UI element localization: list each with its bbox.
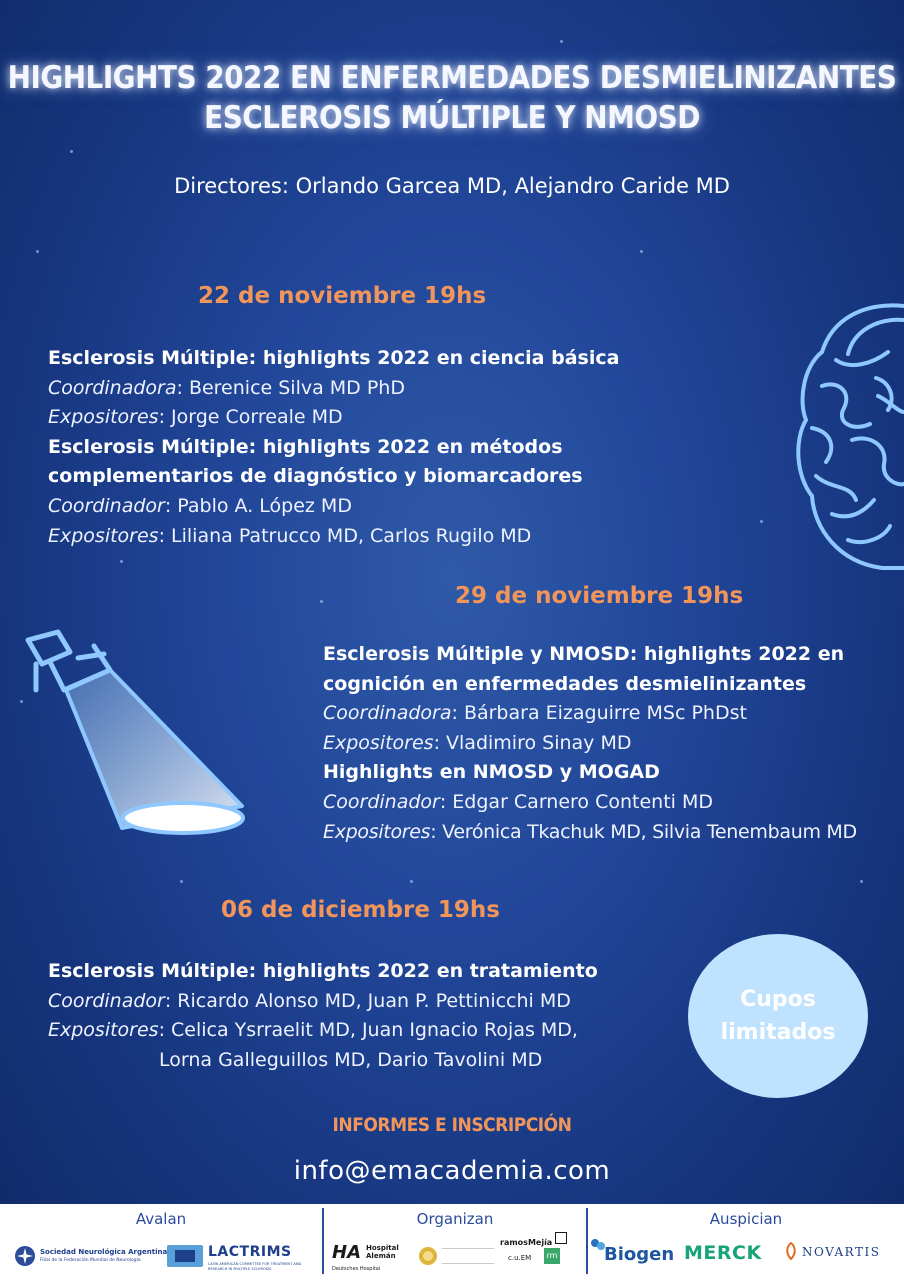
talk-title: Esclerosis Múltiple: highlights 2022 en métodos — [48, 435, 563, 458]
session-2-date: 29 de noviembre 19hs — [455, 583, 744, 609]
talk-title: Esclerosis Múltiple: highlights 2022 en tratamiento — [48, 960, 598, 982]
badge-line-1: Cupos — [740, 987, 816, 1012]
hospital-aleman-logo: HA Hospital Alemán Deutsches Hospital — [332, 1242, 399, 1272]
biogen-logo: Biogen — [590, 1238, 682, 1270]
coordinator-label: Coordinador — [48, 494, 165, 517]
ramos-mejia-logo: ramosMejía c.u.EM rm — [500, 1232, 580, 1276]
novartis-logo: NOVARTIS — [784, 1242, 902, 1266]
coordinator-label: Coordinadora — [323, 702, 452, 725]
talk-title-cont: cognición en enfermedades desmielinizantes — [323, 672, 807, 695]
speakers-label: Expositores — [323, 820, 431, 843]
spotlight-icon — [20, 628, 250, 840]
institution-seal-icon — [418, 1246, 438, 1266]
talk-speakers: Expositores: Verónica Tkachuk MD, Silvia Tenembaum MD — [323, 820, 857, 843]
sna-logo: Sociedad Neurológica Argentina Filial de la Federación Mundial de Neurología — [14, 1242, 164, 1274]
talk-coordinator: Coordinadora: Berenice Silva MD PhD — [48, 376, 405, 399]
rm-square-icon: rm — [544, 1248, 560, 1264]
speakers-label: Expositores — [323, 731, 434, 754]
talk-coordinator: Coordinador: Pablo A. López MD — [48, 494, 352, 517]
institution-text — [442, 1248, 494, 1264]
session-3-date: 06 de diciembre 19hs — [221, 897, 500, 923]
directors-line: Directores: Orlando Garcea MD, Alejandro Caride MD — [174, 174, 730, 198]
organizers-heading: Organizan — [416, 1210, 494, 1228]
session-2-talks — [323, 640, 898, 847]
endorsers-heading: Avalan — [135, 1210, 187, 1228]
event-title — [0, 58, 904, 138]
sponsors-section — [588, 1204, 904, 1280]
speakers-label: Expositores — [48, 406, 159, 429]
lactrims-logo: LACTRIMS LATIN AMERICAN COMMITTEE FOR TREATMENT AND RESEARCH IN MULTIPLE SCLEROSIS — [166, 1242, 316, 1274]
title-line-2: ESCLEROSIS MÚLTIPLE Y NMOSD — [204, 100, 700, 136]
contact-email[interactable]: info@emacademia.com — [293, 1156, 611, 1186]
talk-coordinator: Coordinador: Ricardo Alonso MD, Juan P. Pettinicchi MD — [48, 989, 571, 1012]
limited-seats-badge — [688, 934, 868, 1098]
session-3-talks — [48, 957, 668, 1075]
merck-logo: MERCK — [684, 1242, 762, 1264]
sponsors-footer — [0, 1204, 904, 1280]
talk-speakers: Expositores: Jorge Correale MD — [48, 406, 343, 429]
badge-line-2: limitados — [720, 1020, 836, 1045]
talk-title: Highlights en NMOSD y MOGAD — [323, 761, 660, 784]
coordinator-label: Coordinador — [323, 790, 440, 813]
talk-coordinator: Coordinadora: Bárbara Eizaguirre MSc PhDst — [323, 702, 747, 725]
brain-chip-icon — [166, 1244, 204, 1268]
speakers-label: Expositores — [48, 524, 159, 547]
coordinator-label: Coordinador — [48, 989, 165, 1012]
novartis-flame-icon — [784, 1242, 798, 1260]
sponsors-heading: Auspician — [709, 1210, 783, 1228]
talk-speakers-cont: Lorna Galleguillos MD, Dario Tavolini MD — [159, 1048, 543, 1071]
ramos-box-icon — [555, 1232, 567, 1244]
talk-title: Esclerosis Múltiple: highlights 2022 en ciencia básica — [48, 347, 620, 369]
talk-coordinator: Coordinador: Edgar Carnero Contenti MD — [323, 790, 714, 813]
title-line-1: HIGHLIGHTS 2022 EN ENFERMEDADES DESMIELINIZANTES — [7, 60, 897, 96]
talk-title-cont: complementarios de diagnóstico y biomarcadores — [48, 465, 583, 488]
talk-title: Esclerosis Múltiple y NMOSD: highlights 2022 en — [323, 643, 845, 665]
session-1-date: 22 de noviembre 19hs — [198, 283, 487, 309]
registration-heading: INFORMES E INSCRIPCIÓN — [332, 1114, 572, 1136]
speakers-label: Expositores — [48, 1019, 159, 1042]
session-1-talks — [48, 344, 648, 551]
talk-speakers: Expositores: Celica Ysrraelit MD, Juan Ignacio Rojas MD, — [48, 1019, 578, 1042]
talk-speakers: Expositores: Vladimiro Sinay MD — [323, 731, 632, 754]
coordinator-label: Coordinadora — [48, 376, 177, 399]
sna-emblem-icon — [14, 1245, 36, 1267]
talk-speakers: Expositores: Liliana Patrucco MD, Carlos Rugilo MD — [48, 524, 532, 547]
endorsers-section — [0, 1204, 322, 1280]
brain-icon — [792, 300, 904, 572]
organizers-section — [324, 1204, 586, 1280]
